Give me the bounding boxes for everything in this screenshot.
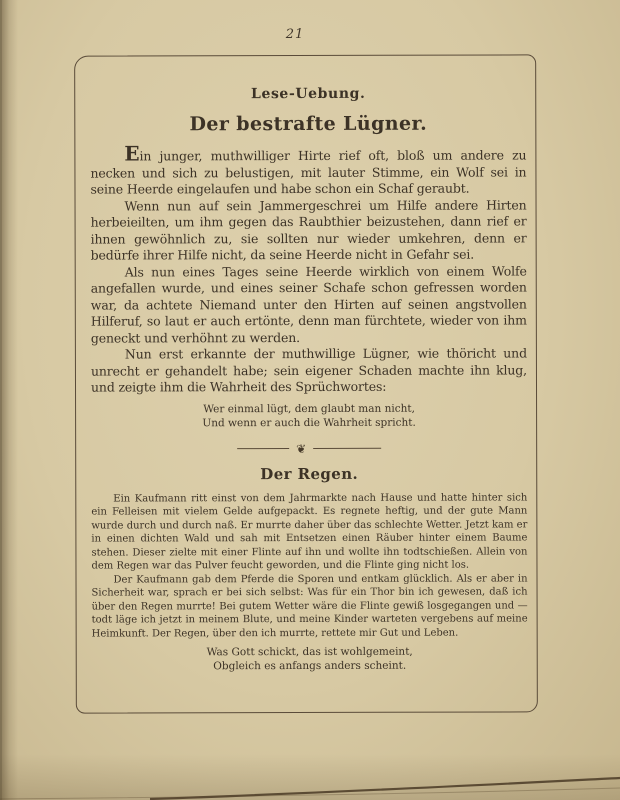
binding-edge-shadow <box>0 0 18 800</box>
story1-body <box>90 141 527 396</box>
story2-title: Der Regen. <box>260 464 359 483</box>
divider-rule-right <box>313 448 381 449</box>
verse-line: Wer einmal lügt, dem glaubt man nicht, <box>203 402 415 415</box>
divider-rule-left <box>237 448 289 449</box>
page-number: 21 <box>285 27 305 42</box>
story2-paragraph: Ein Kaufmann ritt einst von dem Jahrmarkte nach Hause und hatte hinter sich ein Felleisen mit vielem Gelde aufgepackt. Es regnete heftig, und der gute Mann wurde durch und durch naß. Er murrte daher über das schlechte Wetter. Jetzt kam er in einen dichten Wald und sah mit Entsetzen einen Räuber hinter einem Baume stehen. Dieser zielte mit einer Flinte auf ihn und wollte ihn todtschießen. Allein von dem Regen war das Pulver feucht geworden, und die Flinte ging nicht los. <box>91 491 528 572</box>
verse-line: Obgleich es anfangs anders scheint. <box>213 659 407 673</box>
page-border-frame <box>74 54 538 713</box>
story1-title: Der bestrafte Lügner. <box>189 112 428 136</box>
story1-paragraph: Ein junger, muthwilliger Hirte rief oft, bloß um andere zu necken und sich zu belustigen, mit lauter Stimme, ein Wolf sei in seine Heerde eingelaufen und habe schon ein Schaf geraubt. <box>90 141 527 197</box>
page-curl-edge <box>0 760 620 800</box>
page-bottom-shadow <box>0 754 620 800</box>
story2-body <box>91 491 527 641</box>
story2-verse <box>92 644 528 673</box>
story1-paragraph: Als nun eines Tages seine Heerde wirklich von einem Wolfe angefallen wurde, und eines seiner Schafe schon gefressen worden war, da achtete Niemand unter den Hirten auf seinen angstvollen Hilferuf, so laut er auch ertönte, denn man fürchtete, wieder von ihm geneckt und verhöhnt zu werden. <box>90 262 527 346</box>
verse-line: Was Gott schickt, das ist wohlgemeint, <box>206 645 413 659</box>
story1-paragraph: Wenn nun auf sein Jammergeschrei um Hilfe andere Hirten herbeieilten, um ihm gegen das Raubthier beizustehen, dann rief er ihnen gewöhnlich zu, sie sollten nur wieder umkehren, denn er bedürfe ihrer Hilfe nicht, da seine Heerde nicht in Gefahr sei. <box>90 196 527 263</box>
story1-verse <box>91 401 527 430</box>
story1-paragraph: Nun erst erkannte der muthwillige Lügner, wie thöricht und unrecht er gehandelt habe; sein eigener Schaden machte ihn klug, und zeigte ihm die Wahrheit des Sprüchwortes: <box>90 345 527 395</box>
story2-paragraph: Der Kaufmann gab dem Pferde die Sporen und entkam glücklich. Als er aber in Sicherheit war, sprach er bei sich selbst: Was für ein Thor bin ich gewesen, daß ich über den Regen murrte! Bei gutem Wetter wäre die Flinte gewiß losgegangen und — todt läge ich jetzt in meinem Blute, und meine Kinder warteten vergebens auf meine Heimkunft. Der Regen, über den ich murrte, rettete mir Gut und Leben. <box>91 572 528 640</box>
floral-ornament-icon: ❦ <box>296 441 307 456</box>
section-divider <box>91 442 527 455</box>
lesson-kicker: Lese-Uebung. <box>250 85 366 103</box>
verse-line: Und wenn er auch die Wahrheit spricht. <box>202 416 416 429</box>
